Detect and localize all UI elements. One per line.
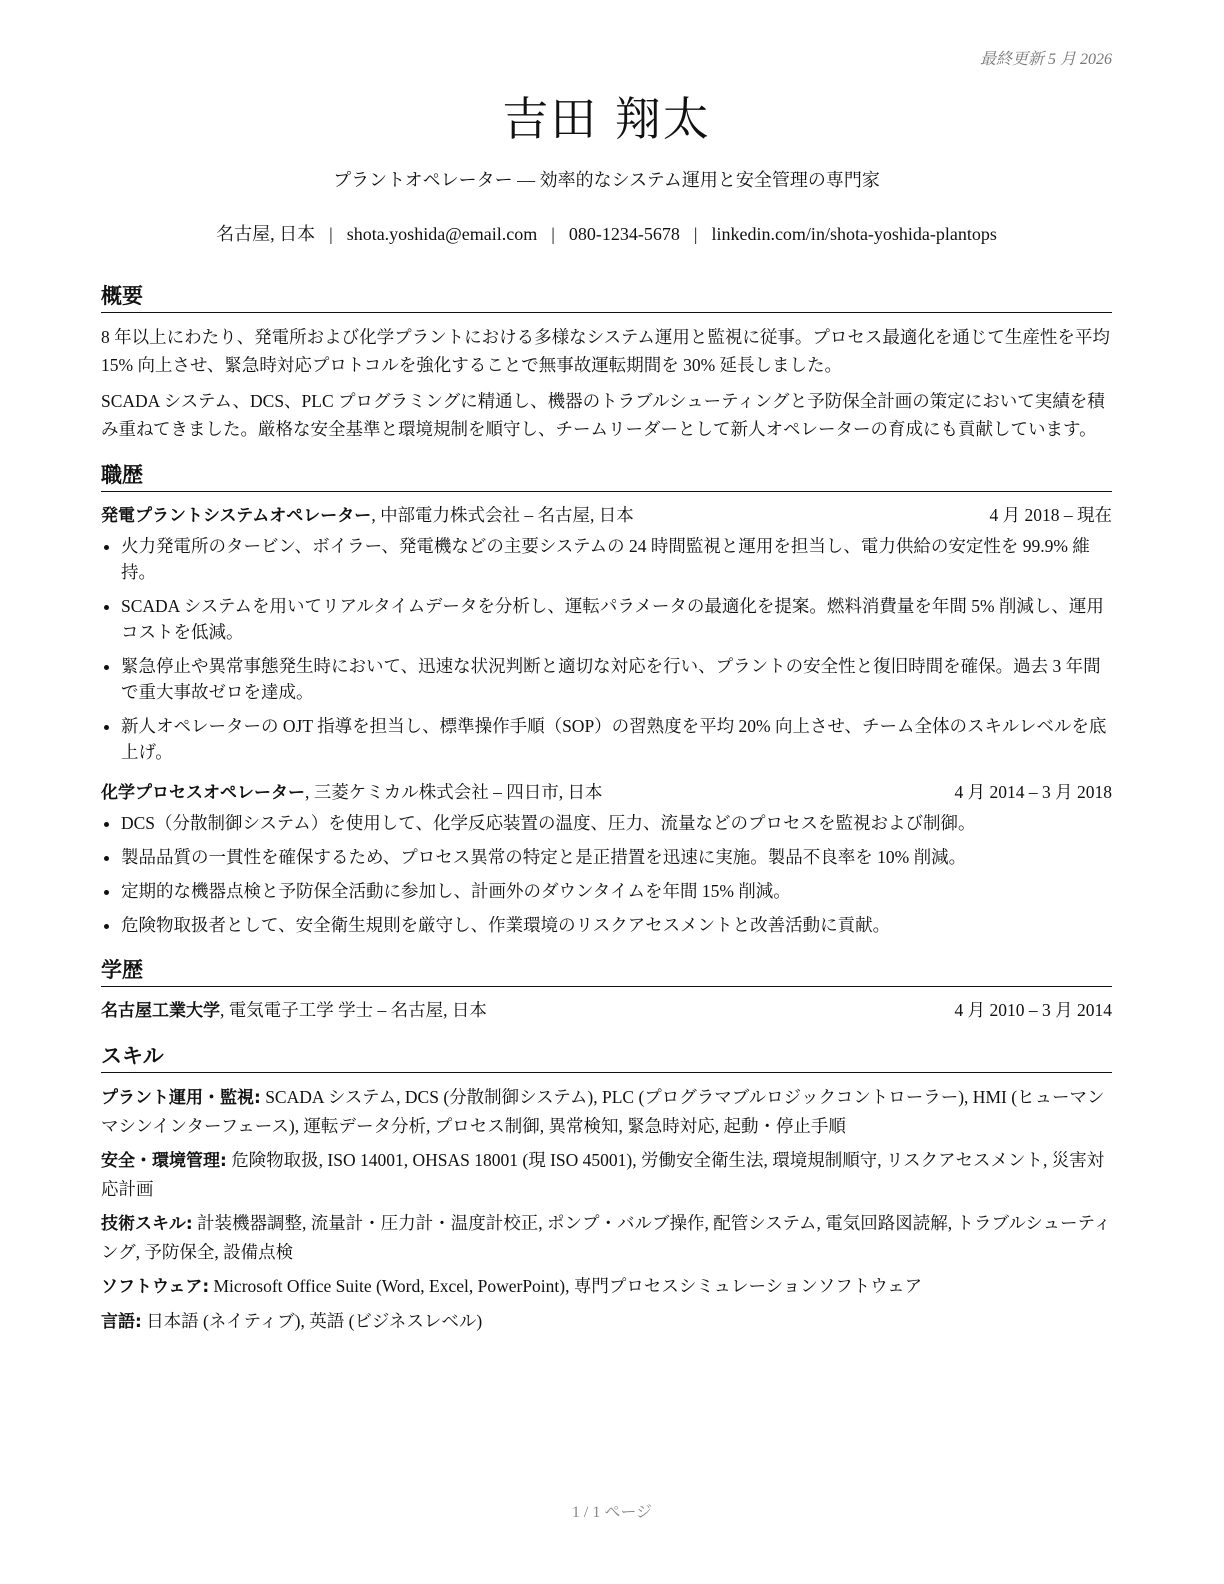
list-item: • DCS（分散制御システム）を使用して、化学反応装置の温度、圧力、流量などのプロセスを監視および制御。 [121, 810, 1112, 836]
education-header [101, 997, 1112, 1024]
section-title-summary: 概要 [101, 282, 1112, 313]
contact-separator: | [693, 224, 698, 244]
skill-text: SCADA システム, DCS (分散制御システム), PLC (プログラマブルロジックコントローラー), HMI (ヒューマンマシンインターフェース), 運転データ分析, プロセス制御, 異常検知, 緊急時対応, 起動・停止手順 [101, 1087, 1105, 1136]
summary-paragraph: SCADA システム、DCS、PLC プログラミングに精通し、機器のトラブルシューティングと予防保全計画の策定において実績を積み重ねてきました。厳格な安全基準と環境規制を順守し、チームリーダーとして新人オペレーターの育成にも貢献しています。 [101, 391, 1105, 439]
skill-row [101, 1307, 1112, 1336]
job-bullets [101, 810, 1112, 938]
summary-paragraph: 8 年以上にわたり、発電所および化学プラントにおける多様なシステム運用と監視に従事。プロセス最適化を通じて生産性を平均 15% 向上させ、緊急時対応プロトコルを強化することで無事故運転期間を 30% 延長しました。 [101, 327, 1110, 375]
contact-linkedin[interactable]: linkedin.com/in/shota-yoshida-plantops [711, 224, 997, 244]
job-role: 発電プラントシステムオペレーター [101, 506, 372, 526]
job-header [101, 502, 1112, 529]
skill-text: 危険物取扱, ISO 14001, OHSAS 18001 (現 ISO 45001), 労働安全衛生法, 環境規制順守, リスクアセスメント, 災害対応計画 [101, 1150, 1105, 1199]
job-header [101, 779, 1112, 806]
skill-row [101, 1146, 1112, 1203]
section-title-education: 学歴 [101, 956, 1112, 987]
job-title-line [101, 502, 634, 529]
contact-separator: | [551, 224, 555, 244]
job-org: , 中部電力株式会社 – 名古屋, 日本 [371, 505, 634, 525]
job-role: 化学プロセスオペレーター [101, 783, 305, 803]
skill-label: プラント運用・監視: [101, 1088, 261, 1108]
skill-row [101, 1272, 1112, 1301]
list-item: • 危険物取扱者として、安全衛生規則を厳守し、作業環境のリスクアセスメントと改善活動に貢献。 [121, 912, 1112, 938]
list-item: • 火力発電所のタービン、ボイラー、発電機などの主要システムの 24 時間監視と運用を担当し、電力供給の安定性を 99.9% 維持。 [121, 533, 1112, 585]
contact-phone[interactable]: 080-1234-5678 [568, 224, 680, 244]
skill-text: 計装機器調整, 流量計・圧力計・温度計校正, ポンプ・バルブ操作, 配管システム, 電気回路図読解, トラブルシューティング, 予防保全, 設備点検 [101, 1213, 1112, 1262]
list-item: • 緊急停止や異常事態発生時において、迅速な状況判断と適切な対応を行い、プラントの安全性と復旧時間を確保。過去 3 年間で重大事故ゼロを達成。 [121, 653, 1112, 705]
last-updated: 最終更新 5 月 2026 [979, 51, 1112, 68]
list-item: • SCADA システムを用いてリアルタイムデータを分析し、運転パラメータの最適化を提案。燃料消費量を年間 5% 削減し、運用コストを低減。 [121, 593, 1112, 645]
list-item: • 製品品質の一貫性を確保するため、プロセス異常の特定と是正措置を迅速に実施。製品不良率を 10% 削減。 [121, 844, 1112, 870]
skill-row [101, 1083, 1112, 1140]
education-dates: 4 月 2010 – 3 月 2014 [954, 1000, 1112, 1020]
contact-email[interactable]: shota.yoshida@email.com [346, 224, 538, 244]
page-number: 1 / 1 ページ [571, 1504, 653, 1521]
section-title-experience: 職歴 [101, 461, 1112, 492]
contact-line [101, 222, 1112, 246]
skill-label: 言語: [101, 1312, 142, 1332]
skill-text: Microsoft Office Suite (Word, Excel, PowerPoint), 専門プロセスシミュレーションソフトウェア [209, 1276, 923, 1296]
skill-label: ソフトウェア: [101, 1277, 210, 1297]
list-item: • 定期的な機器点検と予防保全活動に参加し、計画外のダウンタイムを年間 15% 削減。 [121, 878, 1112, 904]
skill-row [101, 1209, 1112, 1266]
contact-location: 名古屋, 日本 [216, 224, 316, 244]
list-item: • 新人オペレーターの OJT 指導を担当し、標準操作手順（SOP）の習熟度を平均 20% 向上させ、チーム全体のスキルレベルを底上げ。 [121, 713, 1112, 765]
section-title-skills: スキル [101, 1042, 1112, 1073]
skill-text: 日本語 (ネイティブ), 英語 (ビジネスレベル) [141, 1311, 483, 1331]
job-title-line [101, 779, 603, 806]
education-line [101, 997, 487, 1024]
education-school: 名古屋工業大学 [101, 1001, 220, 1021]
skill-label: 技術スキル: [101, 1214, 193, 1234]
job-org: , 三菱ケミカル株式会社 – 四日市, 日本 [305, 782, 603, 802]
contact-separator: | [329, 224, 333, 244]
job-bullets [101, 533, 1112, 765]
candidate-name: 吉田 翔太 [502, 92, 711, 146]
skill-label: 安全・環境管理: [101, 1151, 227, 1171]
job-dates: 4 月 2018 – 現在 [989, 505, 1112, 525]
tagline: プラントオペレーター — 効率的なシステム運用と安全管理の専門家 [333, 170, 880, 190]
education-detail: , 電気電子工学 学士 – 名古屋, 日本 [220, 1000, 487, 1020]
job-dates: 4 月 2014 – 3 月 2018 [954, 782, 1112, 802]
